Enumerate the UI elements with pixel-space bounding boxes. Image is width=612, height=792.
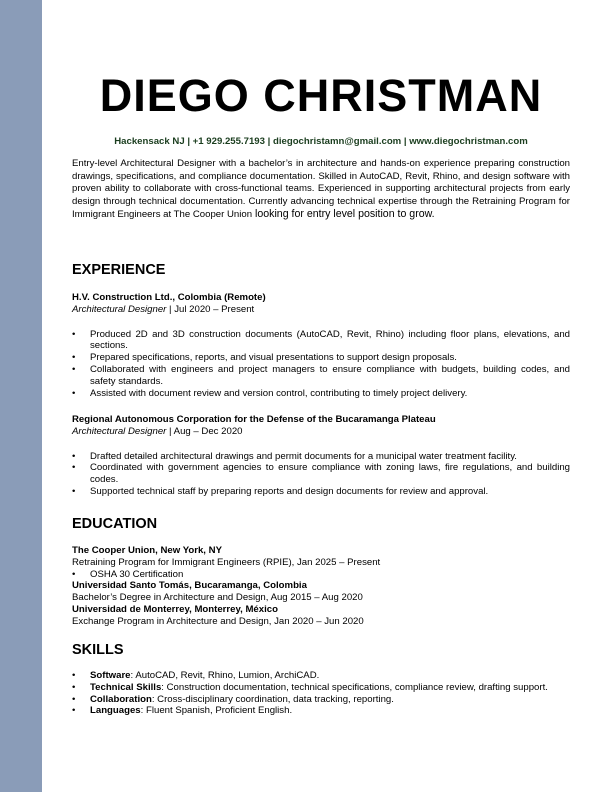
job-1-role-line [72,304,570,316]
job-1-role: Architectural Designer [72,303,167,315]
contact-line: Hackensack NJ | +1 929.255.7193 | diegochristamn@gmail.com | www.diegochristman.com [114,136,528,147]
job-2-role-line [72,426,570,438]
skill-label: Technical Skills [90,681,162,693]
education-heading: EDUCATION [72,516,158,532]
list-item: • OSHA 30 Certification [72,569,570,581]
job-2-role: Architectural Designer [72,425,167,437]
school-2: Universidad Santo Tomás, Bucaramanga, Colombia [72,580,307,592]
summary-main: Entry-level Architectural Designer with a bachelor’s in architecture and hands-on experience preparing construction drawings, specifications, and compliance documentation. Skilled in AutoCAD, Revit, Rhino, and design software with proven ability to collaborate with cross-functional teams. Experienced in supporting architectural projects from early design through technical documentation. Currently advancing technical expertise through the Retraining Program for Immigrant Engineers at The Cooper Union [72,158,570,220]
summary-paragraph [72,158,570,222]
list-item: • Produced 2D and 3D construction documents (AutoCAD, Revit, Rhino) including floor plans, elevations, and sections. [72,329,570,353]
skill-text: : AutoCAD, Revit, Rhino, Lumion, ArchiCAD. [130,670,320,681]
decorative-side-bar [0,0,42,792]
list-item [72,682,570,694]
job-2-dates: | Aug – Dec 2020 [166,425,243,437]
program-2: Bachelor’s Degree in Architecture and Design, Aug 2015 – Aug 2020 [72,592,363,604]
certifications-list [72,569,570,581]
school-1: The Cooper Union, New York, NY [72,545,222,556]
skills-heading: SKILLS [72,642,124,658]
job-2-bullets [72,451,570,498]
skill-text: : Fluent Spanish, Proficient English. [140,705,293,717]
skill-label: Software [90,670,131,681]
job-2 [72,414,570,498]
list-item: • Assisted with document review and version control, contributing to timely project delivery. [72,388,570,400]
skill-label: Languages [90,705,141,717]
list-item: • Supported technical staff by preparing reports and design documents for review and approval. [72,486,570,498]
program-3: Exchange Program in Architecture and Design, Jan 2020 – Jun 2020 [72,615,364,627]
list-item: • Prepared specifications, reports, and visual presentations to support design proposals. [72,352,570,364]
skills-block [72,670,570,717]
job-2-company: Regional Autonomous Corporation for the Defense of the Bucaramanga Plateau [72,414,436,425]
summary-tail: looking for entry level position to grow. [252,208,435,220]
skills-list [72,670,570,717]
education-block [72,545,570,628]
list-item: • Coordinated with government agencies to ensure compliance with zoning laws, fire regulations, and building codes. [72,462,570,486]
candidate-name: DIEGO CHRISTMAN [99,70,543,121]
job-1-company: H.V. Construction Ltd., Colombia (Remote) [72,292,266,303]
job-1-bullets [72,329,570,400]
list-item: • Collaborated with engineers and project managers to ensure compliance with budgets, building codes, and safety standards. [72,364,570,388]
skill-text: : Cross-disciplinary coordination, data tracking, reporting. [151,693,394,705]
skill-text: : Construction documentation, technical specifications, compliance review, drafting support. [161,681,548,693]
program-1: Retraining Program for Immigrant Engineers (RPIE), Jan 2025 – Present [72,556,381,568]
job-1-dates: | Jul 2020 – Present [166,303,255,315]
school-3: Universidad de Monterrey, Monterrey, México [72,603,278,615]
list-item [72,694,570,706]
list-item [72,705,570,717]
skill-label: Collaboration [90,693,152,705]
job-1 [72,292,570,399]
list-item: • Drafted detailed architectural drawings and permit documents for a municipal water treatment facility. [72,451,570,463]
list-item [72,670,570,682]
experience-heading: EXPERIENCE [72,262,166,278]
